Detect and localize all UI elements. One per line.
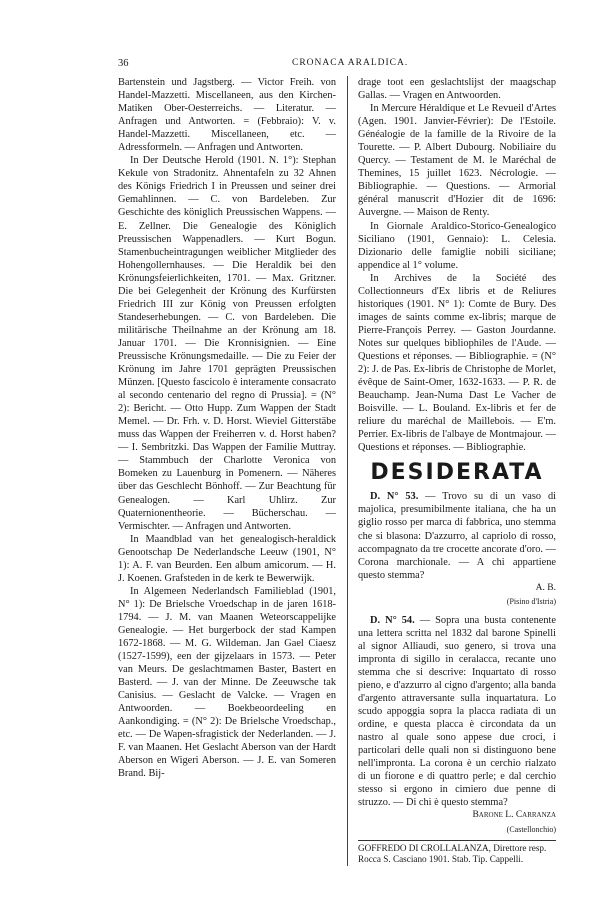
desiderata-item (358, 614, 556, 810)
footer-printer: Rocca S. Casciano 1901. Stab. Tip. Cappelli. (358, 854, 524, 865)
paragraph: In Der Deutsche Herold (1901. N. 1°): Stephan Kekule von Stradonitz. Ahnentafeln zu 32 Ahnen des Königs Friedrich I in Preussen und seiner drei Gemahlinnen. — C. von Bardeleben. Zur Geschichte des königlich Preussischen Wappens. — E. Zellner. Die Genealogie des Königlich Preussischen Wappenadlers. — Kurt Bogun. Stamenbucheintragungen weiblicher Mitglieder des Hohengollernhauses. — Die Heraldik bei den Krönungsfeierlichkeiten, 1701. — Max. Gritzner. Die bei Gelegenheit der Krönung des Kurfürsten Friedrich III zur König von Preussen erfolgten Standeserhebungen. — C. von Bardeleben. Die militärische Theilnahme an der Krönung am 18. Januar 1701. — Die Kronnisignien. — Eine Preussische Krönungsmedaille. — Die zu Feier der Krönung im Jahre 1701 geprägten Preussischen Münzen. [Questo fascicolo è interamente consacrato al secondo centenario del regno di Prussia]. = (N° 2): Bericht. — Otto Hupp. Zum Wappen der Stadt Memel. — Dr. Frh. v. D. Horst. Wieviel Gitterstäbe muss das Wappen der Freiherren v. d. Horst haben? — I. Sembritzki. Das Wappen der Familie Muttray. — Stammbuch der Charlotte Veronica von Bomeken zu Lauenburg in Pomenern. — Näheres über das Geschlecht Bönhoff. — Zur Beachtung für Genealogen. — Karl Uhlirz. Zur Quaternionentheorie. — Bücherschau. — Vermischter. — Anfragen und Antworten. (118, 155, 336, 532)
paragraph: In Giornale Araldico-Storico-Genealogico Siciliano (1901, Gennaio): L. Celesia. Dizionario delle famiglie nobili siciliane; appendice al 1° volume. (358, 220, 556, 271)
item-number: D. N° 53. (370, 491, 419, 503)
section-title: DESIDERATA (370, 460, 544, 486)
footer-editor: GOFFREDO DI CROLLALANZA, Direttore resp. (358, 842, 547, 853)
signature-place: (Pisino d'Istria) (506, 596, 556, 606)
item-number: D. N° 54. (370, 614, 415, 626)
desiderata-item (358, 490, 556, 581)
page-header (118, 58, 518, 72)
signature: A. B. (535, 582, 556, 593)
left-column (118, 76, 336, 781)
right-column (358, 76, 556, 866)
paragraph: In Archives de la Société des Collectionneurs d'Ex libris et de Reliures historiques (1901. N° 1): Comte de Bury. Des images de saints comme ex-libris; marque de Pierre-François Perrey. — Gaston Jourdanne. Notes sur quelques bibliophiles de l'Aude. — Questions et réponses. — Bibliographie. = (N° 2): J. de Pas. Ex-libris de Christophe de Morlet, évêque de Saint-Omer, 1632-1633. — P. R. de Beauchamp. Jean-Numa Dast Le Vacher de Boisville. — L. Bouland. Ex-libris et fer de reliure du maréchal de Maillebois. — E'm. Perrier. Ex-libris de l'albaye de Montmajour. — Questions et réponses. — Bibliographie. (358, 272, 556, 454)
paragraph: Bartenstein und Jagstberg. — Victor Freih. von Handel-Mazzetti. Miscellaneen, aus den Kirchen-Matiken Ober-Oesterreichs. — Literatur. — Anfragen und Antworten. = (Febbraio): V. v. Handel-Mazzetti. Miscellaneen, etc. — Adressformeln. — Anfragen und Antworten. (118, 77, 336, 154)
paragraph: In Algemeen Nederlandsch Familieblad (1901, N° 1): De Brielsche Vroedschap in de jaren 1618-1794. — J. M. van Maanen Weteorscappelijke Genealogie. — Het burgerbock der stad Kampen 1672-1868. — M. G. Wildeman. Jan Gael Ciaesz (1527-1599), een der gijzelaars in 1573. — Peter van Meurs. De geslachtmamen Baster, Bastert en Basterd. — J. van der Minne. De Zeeuwsche tak Canisius. — Geslacht de Valcke. — Vragen en Antwoorden. — Boekbeoordeeling en Aankondiging. = (N° 2): De Brielsche Vroedschap., etc. — De Wapen-sfragistick der Nederlanden. — J. F. van Maanen. Het Geslacht Aberson van der Hardt Aberson en Wigeri Aberson. — J. E. van Someren Brand. Bij- (118, 585, 336, 780)
running-title: CRONACA ARALDICA. (292, 58, 409, 68)
paragraph: drage toot een geslachtslijst der maagschap Gallas. — Vragen en Antwoorden. (358, 77, 556, 102)
item-text: — Sopra una busta contenente una lettera scritta nel 1832 dal barone Spinelli al signor Alliaudi, suo genero, si trova una impronta di sigillo in ceralacca, recante uno stemma che si descrive: Inquartato di rosso pieno, e d'azzurro al cigno d'argento; alla banda d'argento attraversante sulla inquartatura. Lo scudo appoggia sopra la placca radiata di un ordine, e questa placca è circondata da un nastro al quale sono appese due croci, i particolari delle quali non si distinguono bene nell'impronta. La corona è un cerchio rialzato di un fiorone e di quattro perle; e dal cerchio stesso si ergono in cimiero due penne di struzzo. — Di chi è questo stemma? (358, 614, 557, 809)
signature: Barone L. Carranza (472, 810, 556, 821)
footer-rule (358, 840, 556, 841)
paragraph: In Mercure Héraldique et Le Revueil d'Artes (Agen. 1901. Janvier-Février): De l'Estoile. Généalogie de la famille de la Rivoire de la Tourette. — P. Albert Dubourg. Nobiliaire du Quercy. — Testament de M. le Maréchal de Themines, 15 juillet 1623. Nécrologie. — Bibliographie. — Questions. — Armorial général manuscrit d'Hozier dit de 1696: Auvergne. — Maison de Renty. (358, 103, 556, 219)
item-text: — Trovo su di un vaso di majolica, presumibilmente italiana, che ha un giglio rosso per marca di fabbrica, uno stemma che si blasona: D'azzurro, al capriolo di rosso, accompagnato da tre crocette ancorate d'oro. — Corona marchionale. — A chi appartiene questo stemma? (358, 491, 556, 581)
page-number: 36 (118, 58, 129, 69)
column-divider (347, 76, 348, 866)
signature-place: (Castellonchio) (506, 824, 556, 834)
paragraph: In Maandblad van het genealogisch-heraldick Genootschap De Nederlandsche Leeuw (1901, N° 1): A. F. van Beurden. Een album amicorum. — H. J. Koenen. Grafsteden in de kerk te Bewerwijk. (118, 533, 336, 584)
